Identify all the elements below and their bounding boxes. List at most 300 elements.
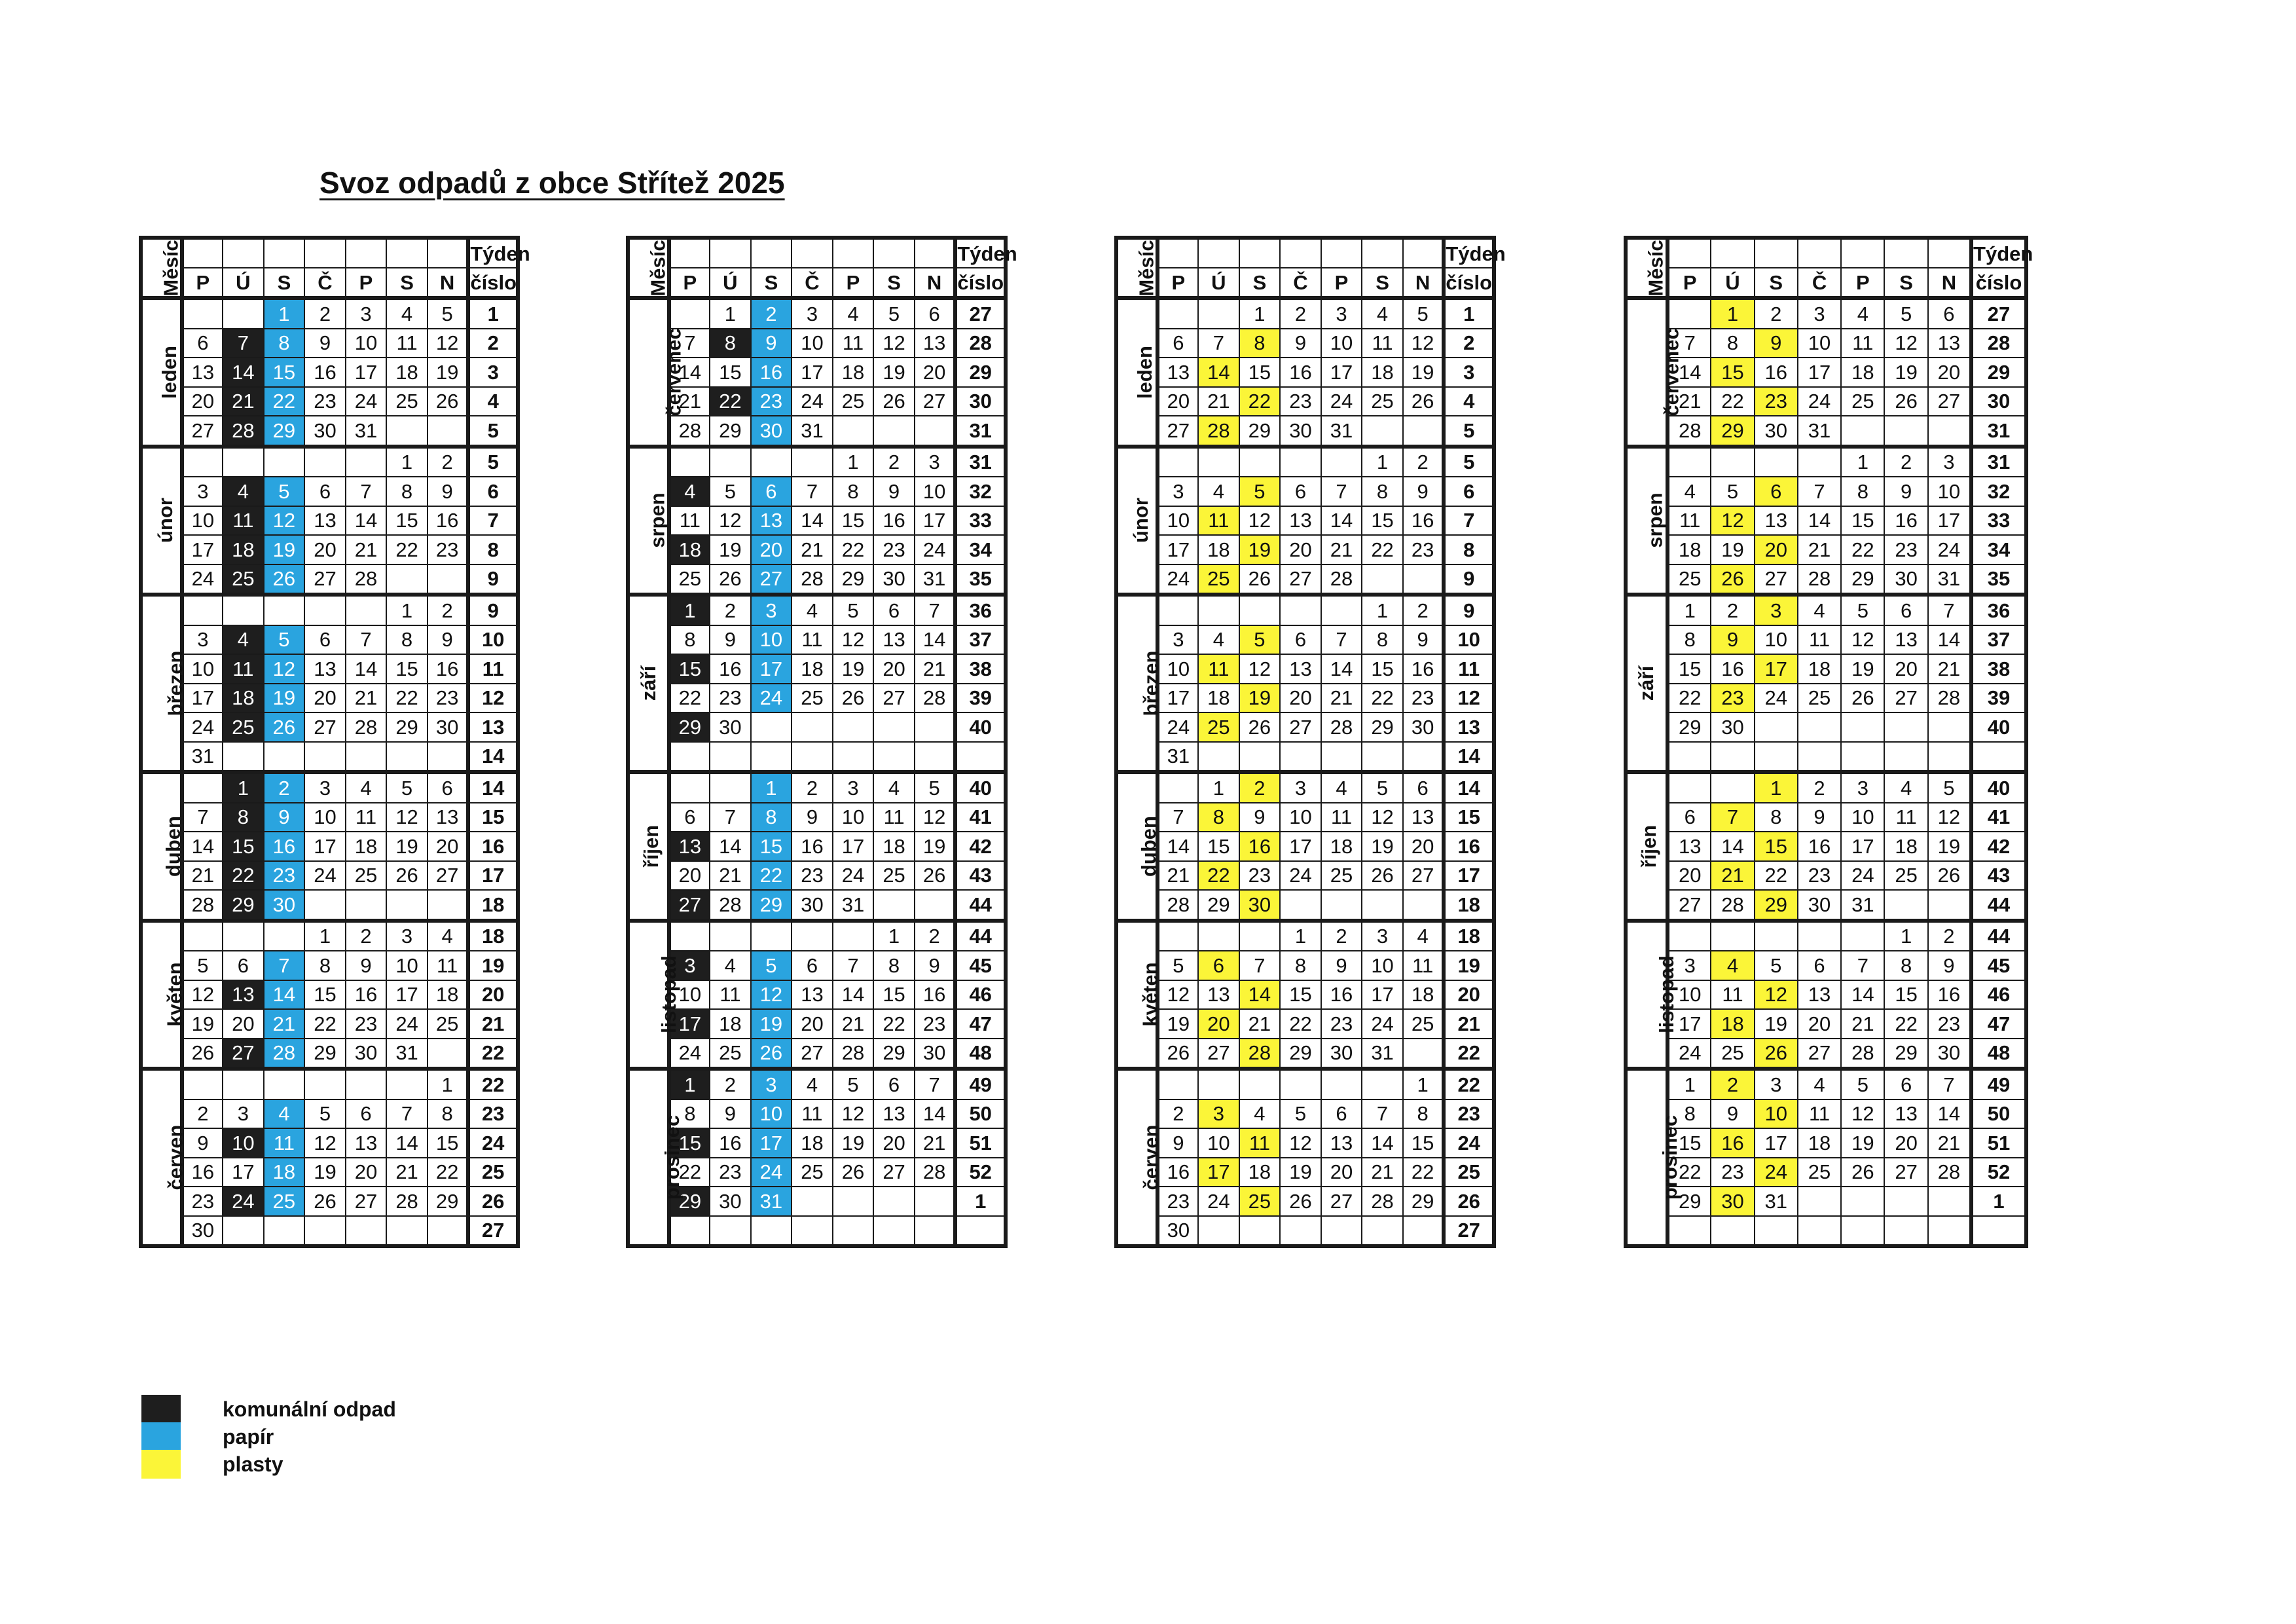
day-cell: 22 [1198,861,1239,891]
day-cell [1362,742,1403,773]
day-cell [223,595,264,625]
day-cell: 27 [1798,1039,1841,1069]
day-cell: 28 [833,1039,874,1069]
day-cell [833,1216,874,1247]
day-cell [1884,1216,1927,1247]
week-number-cell: 22 [1444,1039,1494,1069]
day-cell: 17 [182,535,223,564]
day-cell: 19 [1928,832,1971,861]
day-cell: 13 [873,1099,915,1129]
week-number-cell: 34 [1971,535,2026,564]
day-cell: 29 [1239,416,1281,447]
week-row [141,980,518,1010]
day-cell: 16 [428,506,469,536]
day-cell: 25 [873,861,915,891]
day-cell: 28 [1667,416,1711,447]
day-cell: 22 [304,1009,346,1039]
day-cell: 9 [751,329,792,358]
day-cell: 18 [428,980,469,1010]
day-cell: 14 [1157,832,1199,861]
day-cell [1884,1187,1927,1216]
week-row [141,506,518,536]
day-cell: 8 [1403,1099,1444,1129]
legend-label-plasty: plasty [223,1452,283,1476]
day-name-header: N [1928,268,1971,298]
day-cell: 28 [346,712,387,742]
day-cell [873,742,915,773]
day-cell: 24 [182,564,223,595]
week-row [141,477,518,506]
day-cell: 31 [833,890,874,921]
day-cell: 22 [873,1009,915,1039]
month-name-cell [141,595,187,772]
day-cell: 20 [1321,1158,1362,1187]
day-cell: 5 [873,298,915,329]
day-cell: 2 [1403,595,1444,625]
day-cell: 1 [386,447,428,477]
day-cell: 4 [1798,595,1841,625]
day-cell: 28 [1841,1039,1884,1069]
week-number-cell: 49 [955,1069,1006,1099]
day-cell: 6 [1321,1099,1362,1129]
day-cell: 16 [710,1128,751,1158]
day-cell: 19 [1403,358,1444,387]
week-row [628,861,1006,891]
day-cell: 22 [1667,684,1711,713]
day-cell: 13 [1403,803,1444,832]
day-cell: 18 [1884,832,1927,861]
day-cell [751,1216,792,1247]
day-cell: 9 [428,625,469,655]
day-cell: 13 [1280,506,1321,536]
day-cell: 25 [428,1009,469,1039]
day-cell: 28 [182,890,223,921]
month-name: listopad [1654,955,1678,1034]
day-cell: 11 [1884,803,1927,832]
day-cell: 16 [915,980,956,1010]
day-cell: 11 [264,1128,305,1158]
day-cell: 20 [1198,1009,1239,1039]
day-cell: 18 [1798,654,1841,684]
week-number-cell: 8 [468,535,518,564]
day-cell: 25 [1798,684,1841,713]
week-number-cell: 13 [468,712,518,742]
day-cell: 21 [1928,654,1971,684]
day-cell: 25 [1321,861,1362,891]
week-row [1116,890,1494,921]
day-cell: 27 [1198,1039,1239,1069]
day-cell [1755,1216,1798,1247]
day-cell: 3 [1755,1069,1798,1099]
week-number-cell: 24 [468,1128,518,1158]
day-cell: 7 [346,625,387,655]
day-cell: 15 [1198,832,1239,861]
week-number-cell: 34 [955,535,1006,564]
day-cell: 14 [1711,832,1754,861]
day-cell: 29 [751,890,792,921]
day-cell: 8 [1667,625,1711,655]
day-cell: 1 [428,1069,469,1099]
week-row [1626,1187,2026,1216]
week-number-cell: 14 [468,772,518,803]
day-cell [915,890,956,921]
day-cell: 27 [346,1187,387,1216]
day-cell: 1 [1362,595,1403,625]
day-cell: 21 [1928,1128,1971,1158]
week-row [628,803,1006,832]
day-cell [669,447,710,477]
week-number-cell: 11 [468,654,518,684]
day-cell: 4 [1239,1099,1281,1129]
day-cell: 13 [1798,980,1841,1010]
month-name-cell [1626,1069,1682,1246]
header-blank-cell [428,238,469,268]
day-cell: 4 [710,951,751,980]
week-row [1626,1099,2026,1129]
day-cell: 16 [1798,832,1841,861]
day-cell [915,1216,956,1247]
day-name-header: Č [304,268,346,298]
day-cell: 29 [873,1039,915,1069]
month-name-cell [1116,772,1160,921]
week-row [1626,535,2026,564]
header-blank-cell [1198,238,1239,268]
week-number-cell: 48 [955,1039,1006,1069]
week-number-cell: 6 [1444,477,1494,506]
day-cell: 20 [428,832,469,861]
day-cell: 11 [1798,1099,1841,1129]
day-cell: 15 [1755,832,1798,861]
day-cell [1928,416,1971,447]
day-cell [223,298,264,329]
day-cell: 19 [386,832,428,861]
week-row [1116,861,1494,891]
day-cell: 10 [304,803,346,832]
day-cell: 12 [1841,1099,1884,1129]
day-cell: 1 [1711,298,1754,329]
day-cell: 15 [223,832,264,861]
day-cell: 29 [1198,890,1239,921]
week-number-cell: 18 [1444,890,1494,921]
week-row [1116,803,1494,832]
week-row [141,1039,518,1069]
day-cell: 31 [1321,416,1362,447]
day-cell: 20 [792,1009,833,1039]
day-cell [915,1187,956,1216]
month-name: červenec [1660,328,1683,416]
day-cell: 6 [428,772,469,803]
day-cell [346,595,387,625]
day-cell: 31 [751,1187,792,1216]
day-cell: 18 [386,358,428,387]
header-blank-cell [1928,238,1971,268]
month-name-cell [1116,595,1163,772]
day-cell [1198,298,1239,329]
day-cell: 4 [1711,951,1754,980]
week-number-cell: 47 [1971,1009,2026,1039]
day-cell: 9 [792,803,833,832]
week-row [1116,1099,1494,1129]
day-cell: 4 [1841,298,1884,329]
day-name-header: P [833,268,874,298]
day-cell: 3 [1280,772,1321,803]
week-number-cell: 9 [1444,595,1494,625]
week-number-cell: 4 [1444,387,1494,416]
day-cell: 15 [428,1128,469,1158]
header-blank-cell [751,238,792,268]
day-cell [1711,772,1754,803]
header-blank-cell [833,238,874,268]
day-cell: 21 [346,535,387,564]
day-cell [915,416,956,447]
day-cell: 23 [915,1009,956,1039]
day-cell: 26 [751,1039,792,1069]
week-number-cell: 30 [955,387,1006,416]
day-cell: 15 [669,1128,710,1158]
header-blank-cell [1403,238,1444,268]
week-number-cell: 22 [1444,1069,1494,1099]
week-number-cell: 2 [1444,329,1494,358]
month-name-cell [628,595,669,772]
day-cell: 6 [1280,477,1321,506]
week-row [141,564,518,595]
day-cell: 21 [386,1158,428,1187]
day-cell: 3 [304,772,346,803]
day-cell [1928,890,1971,921]
month-name: prosinec [661,1115,684,1200]
week-row [628,1039,1006,1069]
week-row [141,684,518,713]
week-number-cell: 8 [1444,535,1494,564]
day-cell: 29 [669,712,710,742]
day-cell [1198,1216,1239,1247]
day-cell [833,921,874,951]
week-row [628,921,1006,951]
day-cell [873,1216,915,1247]
month-name: duben [162,815,185,877]
day-cell: 31 [1841,890,1884,921]
day-cell: 13 [1321,1128,1362,1158]
day-cell: 7 [346,477,387,506]
day-cell: 25 [792,684,833,713]
week-header-bottom: číslo [468,268,518,298]
day-cell: 26 [1928,861,1971,891]
day-cell: 25 [1711,1039,1754,1069]
week-number-cell: 1 [1971,1187,2026,1216]
day-cell: 21 [1157,861,1199,891]
day-cell: 7 [1711,803,1754,832]
day-cell: 17 [223,1158,264,1187]
day-cell: 10 [669,980,710,1010]
day-cell: 29 [1711,416,1754,447]
day-cell: 19 [1239,684,1281,713]
day-cell [873,712,915,742]
week-row [1626,742,2026,773]
day-cell: 28 [346,564,387,595]
day-cell: 13 [346,1128,387,1158]
week-number-cell: 31 [955,416,1006,447]
day-cell: 22 [669,684,710,713]
day-cell: 28 [792,564,833,595]
day-cell [1198,595,1239,625]
day-cell: 18 [873,832,915,861]
day-cell: 25 [1667,564,1711,595]
week-number-cell: 52 [955,1158,1006,1187]
day-cell: 9 [873,477,915,506]
day-cell: 5 [833,1069,874,1099]
day-cell: 7 [264,951,305,980]
day-cell: 26 [1841,684,1884,713]
day-cell: 2 [182,1099,223,1129]
day-cell: 28 [1711,890,1754,921]
week-row [141,921,518,951]
day-cell: 25 [792,1158,833,1187]
day-cell [710,742,751,773]
day-cell: 23 [1321,1009,1362,1039]
day-cell: 9 [710,625,751,655]
day-cell: 26 [1239,712,1281,742]
day-cell: 4 [1362,298,1403,329]
week-number-cell: 40 [955,772,1006,803]
day-cell: 19 [1239,535,1281,564]
day-cell: 3 [1928,447,1971,477]
day-cell: 30 [264,890,305,921]
day-cell: 24 [1157,564,1199,595]
day-cell: 25 [710,1039,751,1069]
day-cell [751,921,792,951]
day-cell: 17 [1321,358,1362,387]
week-number-cell: 45 [955,951,1006,980]
week-row [141,861,518,891]
month-header [141,238,182,298]
week-row [1626,1216,2026,1247]
day-cell: 15 [1362,506,1403,536]
day-name-header: P [346,268,387,298]
day-cell: 29 [710,416,751,447]
day-cell: 1 [1198,772,1239,803]
day-cell: 16 [873,506,915,536]
day-cell [1362,1216,1403,1247]
month-name-cell [1626,595,1667,772]
day-cell: 6 [304,477,346,506]
day-cell: 25 [386,387,428,416]
day-cell: 10 [386,951,428,980]
week-row [1116,595,1494,625]
day-cell [1884,742,1927,773]
day-cell: 4 [428,921,469,951]
day-cell [669,772,710,803]
day-cell: 24 [1841,861,1884,891]
header-blank-cell [223,238,264,268]
day-cell: 30 [346,1039,387,1069]
week-number-cell: 9 [468,564,518,595]
day-cell: 7 [1239,951,1281,980]
month-name: květen [1139,962,1162,1027]
day-cell: 3 [751,595,792,625]
day-cell: 15 [710,358,751,387]
day-cell: 3 [346,298,387,329]
day-cell: 16 [1157,1158,1199,1187]
day-cell: 27 [1280,712,1321,742]
week-number-cell: 27 [955,298,1006,329]
day-cell: 9 [1239,803,1281,832]
day-cell: 2 [428,595,469,625]
day-cell: 19 [1280,1158,1321,1187]
day-cell: 12 [873,329,915,358]
month-name-cell [628,921,680,1069]
day-cell: 9 [1403,477,1444,506]
week-number-cell: 15 [1444,803,1494,832]
day-cell: 15 [1667,1128,1711,1158]
day-cell: 25 [223,712,264,742]
day-cell: 31 [182,742,223,773]
day-cell: 3 [792,298,833,329]
day-cell: 26 [1884,387,1927,416]
day-cell: 14 [792,506,833,536]
week-row [1626,447,2026,477]
week-row [628,1216,1006,1247]
week-row [141,1069,518,1099]
day-cell: 19 [1711,535,1754,564]
day-cell: 30 [710,712,751,742]
day-cell [710,772,751,803]
week-row [141,625,518,655]
day-cell: 10 [1280,803,1321,832]
week-number-cell: 30 [1971,387,2026,416]
month-name-cell [141,447,182,595]
day-cell: 22 [1667,1158,1711,1187]
week-row [141,772,518,803]
day-cell: 27 [873,1158,915,1187]
day-cell: 27 [1667,890,1711,921]
day-cell: 17 [1280,832,1321,861]
day-cell: 26 [1362,861,1403,891]
day-cell: 11 [1711,980,1754,1010]
week-number-cell: 20 [468,980,518,1010]
day-cell: 18 [1198,684,1239,713]
header-blank-cell [1362,238,1403,268]
day-cell: 4 [1321,772,1362,803]
day-cell: 27 [1403,861,1444,891]
day-cell: 27 [873,684,915,713]
week-number-cell: 4 [468,387,518,416]
day-cell [1362,1069,1403,1099]
day-cell: 22 [386,684,428,713]
day-cell: 23 [1239,861,1281,891]
day-cell [833,1187,874,1216]
day-cell: 2 [1403,447,1444,477]
day-cell: 1 [710,298,751,329]
day-cell: 30 [304,416,346,447]
day-cell: 22 [710,387,751,416]
day-cell [1798,921,1841,951]
day-cell: 23 [1884,535,1927,564]
week-number-cell: 52 [1971,1158,2026,1187]
day-cell: 24 [1755,684,1798,713]
week-row [1626,329,2026,358]
day-cell: 31 [346,416,387,447]
day-cell: 2 [915,921,956,951]
day-cell: 31 [1798,416,1841,447]
day-cell: 13 [304,654,346,684]
day-cell: 8 [1362,625,1403,655]
week-header-bottom: číslo [1971,268,2026,298]
month-header [628,238,669,298]
day-cell: 13 [304,506,346,536]
day-cell: 28 [1321,564,1362,595]
day-cell: 23 [182,1187,223,1216]
week-row [1626,712,2026,742]
